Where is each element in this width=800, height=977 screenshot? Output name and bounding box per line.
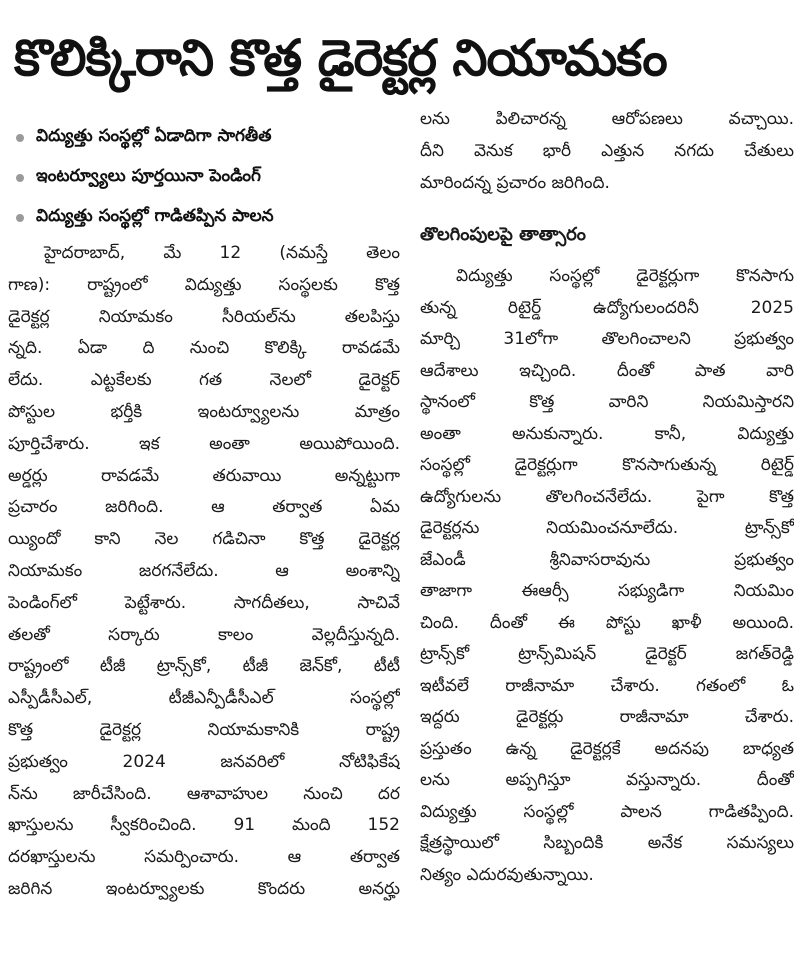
right-column [420,104,794,891]
bullet-dot-icon [16,174,24,182]
body-line: ప్రభుత్వం 2024 జనవరిలో నోటిఫికేష [8,751,400,772]
right-intro [420,104,794,199]
body-line: కొత్త డైరెక్టర్ల నియామకానికి రాష్ట్ర [8,719,400,740]
body-line: స్థానంలో కొత్త వారిని నియమిస్తారని [420,392,794,413]
bullet-dot-icon [16,214,24,222]
body-line: ఆదేశాలు ఇచ్చింది. దీంతో పాత వారి [420,360,794,381]
body-line: న్నది. ఏడా ది నుంచి కొలిక్కి రావడమే [8,338,400,359]
bullet-item [8,158,400,198]
body-line: తలతో సర్కారు కాలం వెల్లదీస్తున్నది. [8,624,400,645]
body-line: జేఎండీ శ్రీనివాసరావును ప్రభుత్వం [420,549,794,570]
body-line: ప్రచారం జరిగింది. ఆ తర్వాత ఏమ [8,497,400,518]
body-line: అర్డర్లు రావడమే తరువాయి అన్నట్టుగా [8,465,400,486]
body-line: ఖాస్తులను స్వీకరించింది. 91 మంది 152 [8,815,400,836]
bullet-item [8,118,400,158]
body-line: ఎస్పీడీసీఎల్, టీజీఎన్పీడీసీఎల్ సంస్థల్లో [8,688,400,709]
body-line: విద్యుత్తు సంస్థల్లో డైరెక్టర్లుగా కొనసాగు [456,266,794,287]
body-line: నియామకం జరగనేలేదు. ఆ అంశాన్ని [8,560,400,581]
body-line: విద్యుత్తు సంస్థల్లో పాలన గాడితప్పింది. [420,801,794,822]
body-line: దరఖాస్తులను సమర్పించారు. ఆ తర్వాత [8,847,400,868]
body-line: సంస్థల్లో డైరెక్టర్లుగా కొనసాగుతున్న రిటైర్డ్ [420,455,794,476]
body-line: ఇద్దరు డైరెక్టర్లు రాజీనామా చేశారు. [420,707,794,728]
body-line: ఇటీవలే రాజీనామా చేశారు. గతంలో ఓ [420,675,794,696]
body-line: పూర్తిచేశారు. ఇక అంతా అయిపోయింది. [8,433,400,454]
body-line: తాజాగా ఈఆర్సీ సభ్యుడిగా నియమిం [420,581,794,602]
bullet-text: విద్యుత్తు సంస్థల్లో గాడితప్పిన పాలన [36,206,274,226]
body-line: లను పిలిచారన్న ఆరోపణలు వచ్చాయి. [420,109,794,129]
body-line: హైదరాబాద్, మే 12 (నమస్తే తెలం [44,243,400,263]
bullet-dot-icon [16,134,24,142]
left-body [8,238,400,906]
bullet-item [8,198,400,238]
body-line: దీని వెనుక భారీ ఎత్తున నగదు చేతులు [420,140,794,161]
bullet-list [8,118,400,238]
bullet-text: ఇంటర్వ్యూలు పూర్తయినా పెండింగ్ [36,166,261,186]
body-line: గాణ): రాష్ట్రంలో విద్యుత్తు సంస్థలకు కొత్త [8,274,400,295]
body-line: పోస్టుల భర్తీకి ఇంటర్వ్యూలను మాత్రం [8,401,400,422]
subheading: తొలగింపులపై తాత్సారం [420,224,586,246]
body-line: డైరెక్టర్లను నియమించనూలేదు. ట్రాన్స్‌కో [420,518,794,539]
body-line: ట్రాన్స్‌కో ట్రాన్స్‌మిషన్ డైరెక్టర్ జగత్‌రెడ్డి [420,644,794,665]
body-line: లను అప్పగిస్తూ వస్తున్నారు. దీంతో [420,770,794,791]
body-line: మార్చి 31లోగా తొలగించాలని ప్రభుత్వం [420,329,794,350]
body-line: రాష్ట్రంలో టీజీ ట్రాన్స్‌కో, టీజీ జెన్‌కో, టీటీ [8,656,400,677]
body-line: య్యిందో కాని నెల గడిచినా కొత్త డైరెక్టర్ల [8,529,400,550]
body-line: మారిందన్న ప్రచారం జరిగింది. [420,172,610,193]
body-line: న్‌ను జారీచేసింది. ఆశావాహుల నుంచి దర [8,783,400,804]
body-line: ప్రస్తుతం ఉన్న డైరెక్టర్లకే అదనపు బాధ్యత [420,738,794,759]
body-line: చింది. దీంతో ఈ పోస్టు ఖాళీ అయింది. [420,612,794,633]
body-line: డైరెక్టర్ల నియామకం సీరియల్‌ను తలపిస్తు [8,306,400,327]
body-line: లేదు. ఎట్టకేలకు గత నెలలో డైరెక్టర్ [8,370,400,391]
body-line: అంతా అనుకున్నారు. కానీ, విద్యుత్తు [420,423,794,444]
left-column [8,118,400,906]
right-body [420,261,794,891]
body-line: క్షేత్రస్థాయిలో సిబ్బందికి అనేక సమస్యలు [420,833,794,854]
body-line: జరిగిన ఇంటర్వ్యూలకు కొందరు అనర్హు [8,878,400,899]
body-line: తున్న రిటైర్డ్ ఉద్యోగులందరినీ 2025 [420,297,794,318]
body-line: పెండింగ్‌లో పెట్టేశారు. సాగదీతలు, సాచివే [8,592,400,613]
bullet-text: విద్యుత్తు సంస్థల్లో ఏడాదిగా సాగతీత [36,126,272,146]
body-line: నిత్యం ఎదురవుతున్నాయి. [420,864,594,885]
body-line: ఉద్యోగులను తొలగించనేలేదు. పైగా కొత్త [420,486,794,507]
headline: కొలిక్కిరాని కొత్త డైరెక్టర్ల నియామకం [14,29,667,87]
